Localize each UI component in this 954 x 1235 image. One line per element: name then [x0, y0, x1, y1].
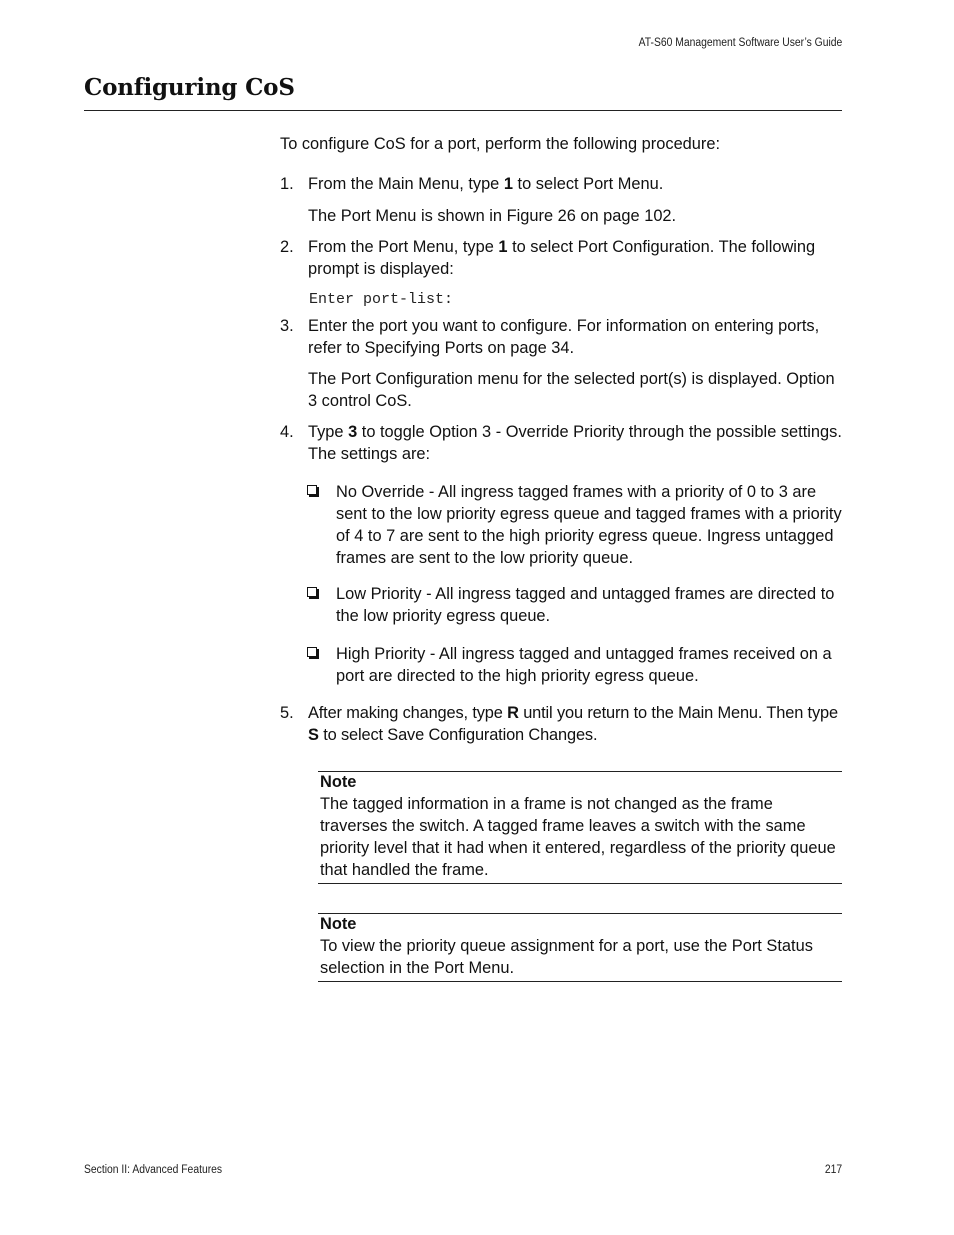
note-title: Note: [320, 915, 357, 933]
step-subtext: The Port Menu is shown in Figure 26 on page 102.: [308, 207, 677, 225]
code-prompt: Enter port-list:: [309, 291, 454, 308]
step-number: 5.: [280, 704, 294, 722]
checkbox-icon: [307, 647, 317, 657]
note-top-rule: [318, 771, 842, 772]
note-body: The tagged information in a frame is not changed as the frame traverses the switch. A tagged frame leaves a switch with the same priority level that it had when it entered, regardless of the priority queue that handled the frame.: [320, 795, 836, 879]
checkbox-icon: [307, 587, 317, 597]
note-body: To view the priority queue assignment for a port, use the Port Status selection in the Port Menu.: [320, 937, 813, 977]
bullet-item: High Priority - All ingress tagged and untagged frames received on a port are directed to the high priority egress queue.: [336, 645, 832, 685]
key-label: R: [507, 704, 519, 722]
step-number: 3.: [280, 317, 294, 335]
step-text: From the Port Menu, type 1 to select Port Configuration. The following prompt is displayed:: [308, 238, 816, 278]
note-bottom-rule: [318, 981, 842, 982]
step-text: After making changes, type R until you return to the Main Menu. Then type S to select Save Configuration Changes.: [308, 704, 838, 744]
bullet-item: No Override - All ingress tagged frames with a priority of 0 to 3 are sent to the low priority egress queue and tagged frames with a priority of 4 to 7 are sent to the high priority egress queue. Ingress untagged frames are sent to the low priority queue.: [336, 483, 842, 567]
page-number: 217: [824, 1164, 842, 1176]
step-text: Type 3 to toggle Option 3 - Override Priority through the possible settings. The settings are:: [308, 423, 842, 463]
bullet-item: Low Priority - All ingress tagged and untagged frames are directed to the low priority egress queue.: [336, 585, 835, 625]
note-top-rule: [318, 913, 842, 914]
step-text: From the Main Menu, type 1 to select Port Menu.: [308, 175, 664, 193]
running-header: AT-S60 Management Software User’s Guide: [638, 37, 842, 49]
step-number: 2.: [280, 238, 294, 256]
key-label: 1: [498, 238, 508, 256]
page-title: Configuring CoS: [84, 74, 295, 101]
key-label: 1: [503, 175, 513, 193]
footer-section: Section II: Advanced Features: [84, 1164, 223, 1176]
key-label: S: [308, 726, 319, 744]
step-number: 1.: [280, 175, 294, 193]
step-subtext: The Port Configuration menu for the selected port(s) is displayed. Option 3 control CoS.: [308, 370, 835, 410]
intro-text: To configure CoS for a port, perform the following procedure:: [280, 135, 721, 153]
title-rule: [84, 110, 842, 111]
key-label: 3: [348, 423, 358, 441]
step-text: Enter the port you want to configure. For information on entering ports, refer to Specifying Ports on page 34.: [308, 317, 820, 357]
note-bottom-rule: [318, 883, 842, 884]
step-number: 4.: [280, 423, 294, 441]
note-title: Note: [320, 773, 357, 791]
checkbox-icon: [307, 485, 317, 495]
